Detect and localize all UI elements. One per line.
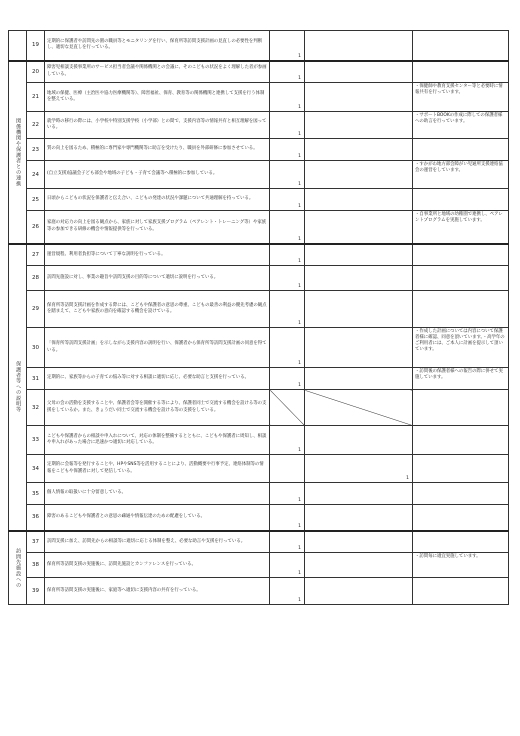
yes-count-cell xyxy=(270,505,305,531)
yes-count: 1 xyxy=(298,523,302,529)
table-row xyxy=(9,390,509,426)
item-number: 20 xyxy=(27,61,45,83)
yes-count: 1 xyxy=(298,204,302,209)
no-count-cell xyxy=(305,426,413,455)
yes-count: 1 xyxy=(298,546,302,551)
yes-count-cell xyxy=(270,139,305,161)
table-row xyxy=(9,328,509,368)
no-count-cell xyxy=(305,390,413,426)
item-number: 25 xyxy=(27,189,45,211)
yes-count-cell xyxy=(270,211,305,244)
no-count-cell xyxy=(305,328,413,368)
yes-count: 1 xyxy=(298,182,302,187)
yes-count: 1 xyxy=(298,498,302,503)
no-count-cell xyxy=(305,455,413,483)
yes-count-cell xyxy=(270,31,305,61)
item-text: 地域の保健、医療（主治医や協力医療機関等）、障害福祉、保育、教育等の関係機関と連携して支援を行う体制を整えている。 xyxy=(45,83,270,112)
item-text: 運営規程、利用者負担等について丁寧な説明を行っている。 xyxy=(45,244,270,266)
yes-count-cell xyxy=(270,578,305,605)
no-count-cell xyxy=(305,531,413,553)
item-text: 父母の会の活動を支援することや、保護者会等を開催する等により、保護者同士で交流する機会を設ける等の支援をしているか。また、きょうだい同士で交流する機会を設ける等の支援をしている。 xyxy=(45,390,270,426)
section-label: 訪問先施設への xyxy=(9,531,27,605)
evaluation-sheet xyxy=(8,30,508,605)
item-number: 23 xyxy=(27,139,45,161)
table-row xyxy=(9,112,509,139)
item-text: 訪問支援に加え、訪問先からの相談等に適切に応じる体制を整え、必要な助言や支援を行っている。 xyxy=(45,531,270,553)
improvement-note: ・すかがわ地方部会障がい児通所支援連絡協会の運営をしています。 xyxy=(413,161,509,189)
yes-count: 1 xyxy=(298,53,302,59)
table-row xyxy=(9,531,509,553)
no-count-cell xyxy=(305,61,413,83)
table-row xyxy=(9,161,509,189)
item-number: 24 xyxy=(27,161,45,189)
evaluation-table xyxy=(8,30,509,605)
item-text: 就学時の移行の際には、小学校や特別支援学校（小学部）との間で、支援内容等の情報共有と相互理解を図っている。 xyxy=(45,112,270,139)
yes-count-cell xyxy=(270,483,305,505)
yes-count-cell xyxy=(270,61,305,83)
item-text: 家庭の対応力の向上を図る観点から、家族に対して家族支援プログラム（ペアレント・トレーニング等）や家族等の参加できる研修の機会や情報提供等を行っている。 xyxy=(45,211,270,244)
table-row xyxy=(9,31,509,61)
improvement-note xyxy=(413,291,509,328)
yes-count: 1 xyxy=(298,105,302,110)
yes-count: 1 xyxy=(298,76,302,81)
yes-count-cell xyxy=(270,266,305,291)
item-text: (自立支援)協議会子ども部会や地域の子ども・子育て会議等へ積極的に参加している。 xyxy=(45,161,270,189)
table-row xyxy=(9,61,509,83)
yes-count-cell xyxy=(270,553,305,578)
yes-count: 1 xyxy=(298,154,302,159)
improvement-note xyxy=(413,483,509,505)
yes-count-cell xyxy=(270,426,305,455)
item-text: 個人情報の取扱いに十分留意している。 xyxy=(45,483,270,505)
item-text: こどもや保護者からの相談や申入れについて、対応の体制を整備するとともに、こどもや保護者に周知し、相談や申入れがあった場合に迅速かつ適切に対応している。 xyxy=(45,426,270,455)
item-number: 31 xyxy=(27,368,45,390)
table-row xyxy=(9,553,509,578)
improvement-note: ・訪問毎に適宜実施しています。 xyxy=(413,553,509,578)
yes-count: 1 xyxy=(298,236,302,242)
improvement-note xyxy=(413,390,509,426)
improvement-note xyxy=(413,455,509,483)
table-row xyxy=(9,578,509,605)
no-count-cell xyxy=(305,211,413,244)
improvement-note: ・自事業所と地域の幼稚園で連携し、ペアレントプログラムを実施しています。 xyxy=(413,211,509,244)
improvement-note xyxy=(413,189,509,211)
item-text: 保育所等訪問支援計画を作成する際には、こどもや保護者の意思の尊重、こどもの最善の利益の優先考慮の観点を踏まえて、こどもや家族の意向を確認する機会を設けている。 xyxy=(45,291,270,328)
yes-count: 1 xyxy=(298,132,302,137)
yes-count: 1 xyxy=(298,571,302,576)
yes-count: 1 xyxy=(298,361,302,366)
yes-count-cell xyxy=(270,189,305,211)
item-text: 定期的に、家族等からの子育ての悩み等に対する相談に適切に応じ、必要な助言と支援を行っている。 xyxy=(45,368,270,390)
improvement-note: ・サポートBOOKの作成に際しての保護者様への助言を行っています。 xyxy=(413,112,509,139)
item-number: 27 xyxy=(27,244,45,266)
item-number: 33 xyxy=(27,426,45,455)
item-text: 保育所等訪問支援の実施後に、訪問先施設とカンファレンスを行っている。 xyxy=(45,553,270,578)
yes-count: 1 xyxy=(298,284,302,289)
item-text: 障害児相談支援事業所のサービス担当者会議や関係機関との会議に、そのこどもの状況をよく理解した者が参画している。 xyxy=(45,61,270,83)
no-count-cell xyxy=(305,139,413,161)
no-count-cell xyxy=(305,266,413,291)
improvement-note xyxy=(413,266,509,291)
item-text: 障害のあるこどもや保護者との意思の疎通や情報伝達のための配慮をしている。 xyxy=(45,505,270,531)
item-number: 28 xyxy=(27,266,45,291)
item-number: 37 xyxy=(27,531,45,553)
no-count-cell xyxy=(305,31,413,61)
improvement-note xyxy=(413,505,509,531)
item-number: 32 xyxy=(27,390,45,426)
yes-count-cell xyxy=(270,83,305,112)
table-row xyxy=(9,83,509,112)
item-number: 22 xyxy=(27,112,45,139)
no-count-cell xyxy=(305,553,413,578)
improvement-note: ・作成した計画については内容について保護者様に確認、同意を頂いています。・高学年のご利用者には、ご本人に計画を提示して頂いています。 xyxy=(413,328,509,368)
yes-count: 1 xyxy=(298,598,302,603)
improvement-note xyxy=(413,578,509,605)
no-count-cell xyxy=(305,189,413,211)
item-number: 35 xyxy=(27,483,45,505)
item-number: 38 xyxy=(27,553,45,578)
improvement-note: ・訪問後の保護者様への報告の際に併せて実施しています。 xyxy=(413,368,509,390)
no-count-cell xyxy=(305,244,413,266)
table-row xyxy=(9,483,509,505)
no-count-cell xyxy=(305,578,413,605)
improvement-note xyxy=(413,531,509,553)
item-number: 26 xyxy=(27,211,45,244)
item-number: 36 xyxy=(27,505,45,531)
item-text: 定期的に会報等を発行することや、HPやSNS等を活用することにより、活動概要や行事予定、連絡体制等の情報をこどもや保護者に対して発信している。 xyxy=(45,455,270,483)
no-count-cell xyxy=(305,291,413,328)
table-row xyxy=(9,505,509,531)
yes-count-cell xyxy=(270,531,305,553)
yes-count: 1 xyxy=(298,321,302,326)
improvement-note xyxy=(413,31,509,61)
improvement-note xyxy=(413,244,509,266)
yes-count: 1 xyxy=(298,383,302,388)
yes-count-cell xyxy=(270,328,305,368)
no-count-cell xyxy=(305,368,413,390)
no-count-cell xyxy=(305,505,413,531)
no-count-cell xyxy=(305,161,413,189)
item-number: 21 xyxy=(27,83,45,112)
table-row xyxy=(9,291,509,328)
table-row xyxy=(9,139,509,161)
section-label: 関係機関や保護者との連携 xyxy=(9,61,27,244)
yes-count-cell xyxy=(270,368,305,390)
table-row xyxy=(9,211,509,244)
improvement-note xyxy=(413,61,509,83)
table-row xyxy=(9,426,509,455)
item-number: 34 xyxy=(27,455,45,483)
yes-count: 1 xyxy=(298,448,302,453)
yes-count-cell xyxy=(270,244,305,266)
no-count-cell xyxy=(305,83,413,112)
improvement-note xyxy=(413,139,509,161)
improvement-note: ・保健師や教育支援センター等と必要時に情報共有を行っています。 xyxy=(413,83,509,112)
item-number: 19 xyxy=(27,31,45,61)
item-text: 訪問先施設に対し、事業の趣旨や訪問支援の目的等について適切に説明を行っている。 xyxy=(45,266,270,291)
no-count-cell xyxy=(305,112,413,139)
item-text: 「保育所等訪問支援計画」を示しながら支援内容の説明を行い、保護者から保育所等訪問支援計画の同意を得ている。 xyxy=(45,328,270,368)
yes-count-cell xyxy=(270,390,305,426)
table-row xyxy=(9,189,509,211)
item-number: 29 xyxy=(27,291,45,328)
item-number: 30 xyxy=(27,328,45,368)
table-row xyxy=(9,266,509,291)
yes-count-cell xyxy=(270,161,305,189)
improvement-note xyxy=(413,426,509,455)
table-row xyxy=(9,455,509,483)
section-label: 保護者等への説明等 xyxy=(9,244,27,531)
table-row xyxy=(9,244,509,266)
no-count: 1 xyxy=(406,476,410,481)
yes-count-cell xyxy=(270,112,305,139)
yes-count: 1 xyxy=(298,259,302,264)
item-number: 39 xyxy=(27,578,45,605)
section-label xyxy=(9,31,27,61)
item-text: 定期的に保護者や訪問先の園の職員等とモニタリングを行い、保育所等訪問支援計画の見直しの必要性を判断し、適切な見直しを行っている。 xyxy=(45,31,270,61)
yes-count-cell xyxy=(270,455,305,483)
item-text: 保育所等訪問支援の実施後に、家庭等へ適切に支援内容の共有を行っている。 xyxy=(45,578,270,605)
table-row xyxy=(9,368,509,390)
no-count-cell xyxy=(305,483,413,505)
item-text: 日頃からこどもの状況を保護者と伝え合い、こどもの発達の状況や課題について共通理解を持っている。 xyxy=(45,189,270,211)
item-text: 質の向上を図るため、積極的に専門家や専門機関等に助言を受けたり、職員を外部研修に参加させている。 xyxy=(45,139,270,161)
yes-count-cell xyxy=(270,291,305,328)
